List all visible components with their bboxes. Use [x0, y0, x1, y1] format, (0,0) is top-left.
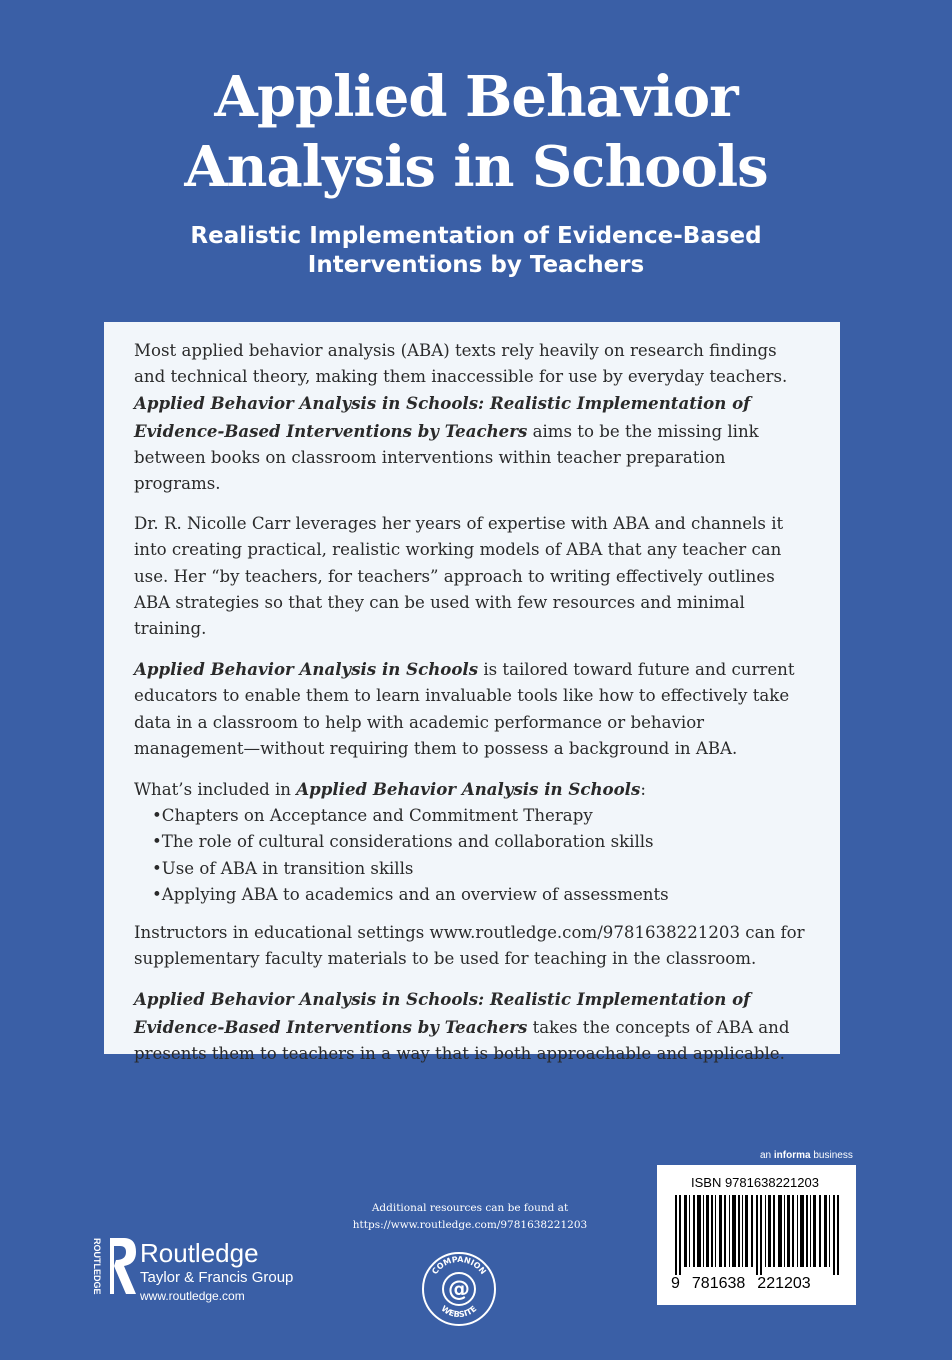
companion-website-badge [420, 1250, 498, 1328]
p3-tail: is tailored toward future and current educators to enable them to learn invaluable tools like how to effectively take data in a classroom to help with academic performance or behavior management—without requiring them to possess a background in ABA. [134, 660, 795, 758]
publisher-vertical-text: ROUTLEDGE [92, 1238, 102, 1295]
resources-url[interactable]: https://www.routledge.com/9781638221203 [352, 1219, 588, 1231]
title-line-1: Applied Behavior [214, 64, 738, 130]
isbn-digit-prefix: 9 [671, 1275, 680, 1292]
p1-book-title: Applied Behavior Analysis in Schools: Realistic Implementation of Evidence-Based Interventions by Teachers [134, 393, 751, 441]
book-title [0, 62, 952, 202]
companion-label: COMPANION [430, 1254, 488, 1277]
list-item: • Applying ABA to academics and an overview of assessments [152, 882, 810, 908]
additional-resources [340, 1200, 600, 1234]
blurb-paragraph-4 [134, 776, 810, 803]
title-line-2: Analysis in Schools [184, 134, 768, 200]
blurb-paragraph-5: Instructors in educational settings www.routledge.com/9781638221203 can for supplementary faculty materials to be used for teaching in the classroom. [134, 923, 805, 969]
list-item: • The role of cultural considerations and collaboration skills [152, 829, 810, 855]
list-item: • Chapters on Acceptance and Commitment Therapy [152, 803, 810, 829]
p6-book-title: Applied Behavior Analysis in Schools: Realistic Implementation of Evidence-Based Interventions by Teachers [134, 989, 751, 1037]
resources-line-1: Additional resources can be found at [371, 1202, 569, 1214]
p1-text: Most applied behavior analysis (ABA) texts rely heavily on research findings and technical theory, making them inaccessible for use by everyday teachers. [134, 341, 788, 387]
publisher-name: Routledge [140, 1238, 259, 1268]
website-label: WEBSITE [439, 1303, 479, 1320]
routledge-logo-icon [80, 1232, 140, 1312]
isbn-label: ISBN 9781638221203 [691, 1175, 819, 1190]
informa-tagline [760, 1150, 853, 1161]
blurb-paragraph-6 [134, 986, 810, 1067]
p4-colon: : [640, 780, 646, 800]
blurb-paragraph-2: Dr. R. Nicolle Carr leverages her years of expertise with ABA and channels it into creating practical, realistic working models of ABA that any teacher can use. Her “by teachers, for teachers” approach to writing effectively outlines ABA strategies so that they can be used with few resources and minimal training. [134, 514, 784, 639]
p3-book-title: Applied Behavior Analysis in Schools [134, 659, 479, 680]
publisher-website[interactable]: www.routledge.com [140, 1289, 245, 1303]
subtitle-line-2: Interventions by Teachers [307, 252, 645, 278]
isbn-barcode [657, 1165, 856, 1305]
blurb-panel [104, 322, 840, 1063]
publisher-brand [140, 1238, 293, 1304]
p1-tail: aims to be the missing link between books on classroom interventions within teacher preparation programs. [134, 421, 759, 494]
included-list [134, 803, 810, 908]
informa-suffix: business [810, 1150, 853, 1161]
blurb-paragraph-3 [134, 656, 810, 762]
publisher-group: Taylor & Francis Group [140, 1269, 294, 1286]
isbn-digits [671, 1275, 851, 1293]
p6-tail: takes the concepts of ABA and presents them to teachers in a way that is both approachable and applicable. [134, 1017, 790, 1063]
subtitle-line-1: Realistic Implementation of Evidence-Based [190, 223, 762, 249]
p4-book-title: Applied Behavior Analysis in Schools [296, 779, 641, 800]
isbn-digit-group-2: 221203 [757, 1275, 811, 1292]
at-icon: @ [448, 1277, 470, 1302]
isbn-digit-group-1: 781638 [691, 1275, 746, 1292]
list-item: • Use of ABA in transition skills [152, 856, 810, 882]
barcode-bars [675, 1195, 843, 1275]
book-subtitle [0, 222, 952, 280]
p4-lead: What’s included in [134, 780, 297, 800]
blurb-paragraph-1 [134, 338, 810, 497]
informa-prefix: an [760, 1150, 774, 1161]
informa-word: informa [773, 1150, 811, 1161]
